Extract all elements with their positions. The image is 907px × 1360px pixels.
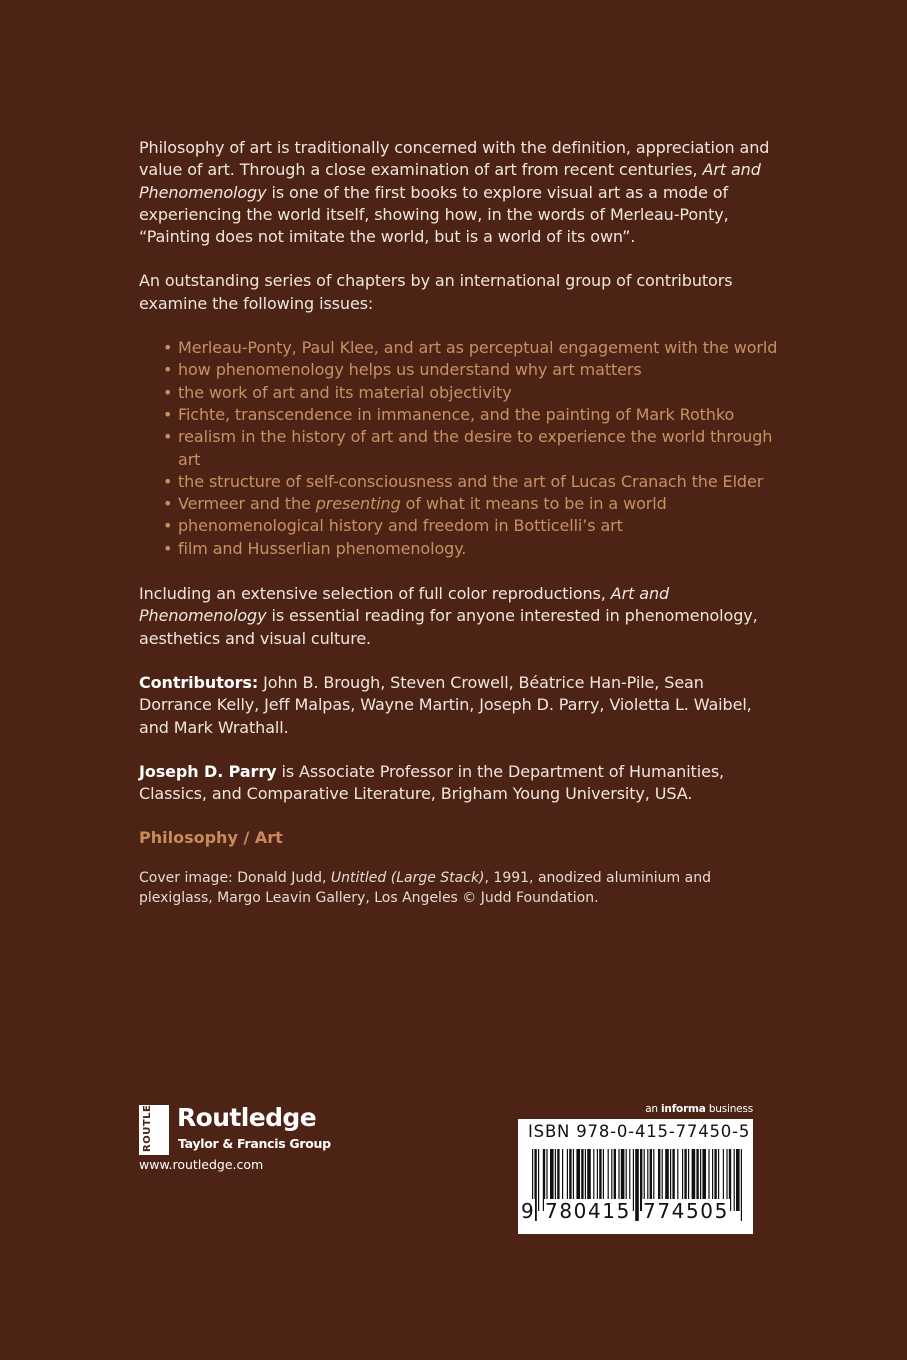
publisher-name: Routledge [177, 1103, 317, 1132]
intro-paragraph [139, 137, 779, 248]
subject-category: Philosophy / Art [139, 828, 283, 848]
contributors-label: Contributors: [139, 672, 259, 692]
intro-text-end: is one of the first books to explore visual art as a mode of experiencing the world itself, showing how, in the words of Merleau-Ponty, “Painting does not imitate the world, but is a world of its own”. [139, 182, 729, 247]
list-item: • film and Husserlian phenomenology. [163, 538, 779, 560]
contributors-names: John B. Brough, Steven Crowell, Béatrice Han-Pile, Sean Dorrance Kelly, Jeff Malpas, Wayne Martin, Joseph D. Parry, Violetta L. Waibel, and Mark Wrathall. [139, 672, 752, 737]
vermeer-text-start: Vermeer and the [178, 494, 316, 514]
book-title-italic: Art and Phenomenology [139, 160, 761, 202]
informa-tagline [560, 1103, 753, 1115]
editor-paragraph [139, 761, 779, 806]
list-item: • the structure of self-consciousness and the art of Lucas Cranach the Elder [163, 471, 779, 493]
barcode-left-digits: 780415 [545, 1199, 631, 1223]
credit-artwork-title: Untitled (Large Stack) [330, 870, 485, 887]
publisher-group: Taylor & Francis Group [178, 1136, 331, 1151]
publisher-logo [139, 1079, 379, 1175]
editor-name: Joseph D. Parry [139, 761, 277, 781]
informa-pre: an [645, 1103, 662, 1115]
cover-credit [139, 869, 779, 908]
list-item: • realism in the history of art and the desire to experience the world through art [163, 426, 779, 471]
intro-text-start: Philosophy of art is traditionally concerned with the definition, appreciation and value of art. Through a close examination of art from recent centuries, [139, 138, 770, 180]
issues-list [139, 337, 779, 560]
vermeer-italic: presenting [315, 494, 401, 514]
barcode-lead-digit: 9 [521, 1199, 534, 1223]
list-item: • the work of art and its material objectivity [163, 382, 779, 404]
list-item [163, 493, 779, 515]
informa-bold: informa [661, 1103, 706, 1115]
isbn-label: ISBN 978-0-415-77450-5 [528, 1122, 751, 1141]
credit-text-start: Cover image: Donald Judd, [139, 870, 331, 887]
list-item: • Merleau-Ponty, Paul Klee, and art as perceptual engagement with the world [163, 337, 779, 359]
isbn-barcode [518, 1119, 753, 1234]
list-item: • Fichte, transcendence in immanence, and the painting of Mark Rothko [163, 404, 779, 426]
contributors-paragraph [139, 672, 779, 739]
logo-mark-text: ROUTLEDGE [142, 1079, 153, 1152]
closing-paragraph [139, 583, 779, 650]
publisher-url: www.routledge.com [139, 1157, 264, 1172]
closing-text-start: Including an extensive selection of full color reproductions, [139, 584, 611, 604]
credit-text-end: , 1991, anodized aluminium and plexiglass, Margo Leavin Gallery, Los Angeles © Judd Foundation. [139, 870, 711, 906]
list-item: • phenomenological history and freedom in Botticelli’s art [163, 515, 779, 537]
informa-post: business [705, 1103, 753, 1115]
barcode-right-digits: 774505 [643, 1199, 729, 1223]
list-item: • how phenomenology helps us understand why art matters [163, 359, 779, 381]
back-cover-text [139, 137, 779, 908]
closing-text-end: is essential reading for anyone interested in phenomenology, aesthetics and visual culture. [139, 606, 758, 648]
routledge-logo-icon [139, 1079, 169, 1155]
series-paragraph: An outstanding series of chapters by an international group of contributors examine the following issues: [139, 271, 733, 313]
vermeer-text-end: of what it means to be in a world [400, 494, 667, 514]
barcode-digits [518, 1199, 753, 1231]
editor-bio: is Associate Professor in the Department of Humanities, Classics, and Comparative Literature, Brigham Young University, USA. [139, 761, 725, 804]
closing-title-italic: Art and Phenomenology [139, 584, 670, 626]
